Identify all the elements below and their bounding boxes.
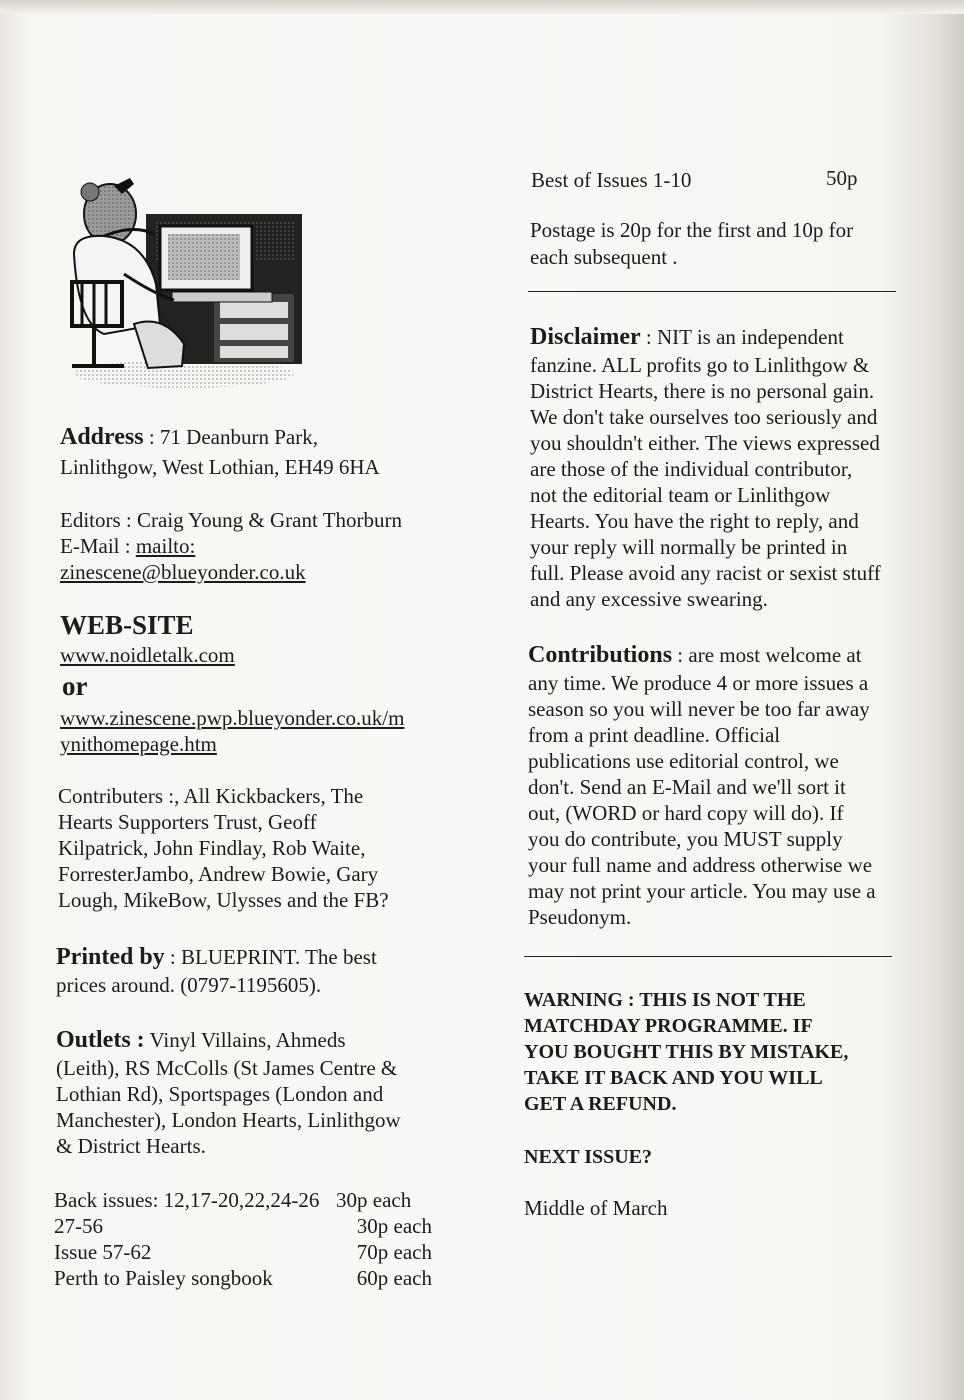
outlets-line: Manchester), London Hearts, Linlithgow [56, 1108, 401, 1132]
editors-text: Editors : Craig Young & Grant Thorburn [60, 508, 403, 532]
email-label: E-Mail : [60, 534, 136, 558]
outlets-line: (Leith), RS McColls (St James Centre & [56, 1056, 398, 1080]
website-or: or [62, 671, 88, 701]
disclaimer-line: Hearts. You have the right to reply, and [530, 509, 859, 533]
warning-line: GET A REFUND. [524, 1093, 677, 1115]
warning-line: TAKE IT BACK AND YOU WILL [524, 1067, 823, 1089]
outlets-label: Outlets : [56, 1027, 145, 1053]
disclaimer-line: District Hearts, there is no personal gain. [530, 379, 875, 403]
email-link-mailto[interactable]: mailto: [135, 534, 196, 558]
contributions-line: your full name and address otherwise we [528, 853, 873, 877]
postage-line: each subsequent . [530, 245, 678, 269]
back-issue-item: Back issues: 12,17-20,22,24-26 [54, 1188, 320, 1212]
address-line1: : 71 Deanburn Park, [143, 425, 318, 449]
disclaimer-line: full. Please avoid any racist or sexist stuff [530, 561, 881, 585]
contributers-line: ForresterJambo, Andrew Bowie, Gary [58, 862, 379, 886]
disclaimer-line: We don't take ourselves too seriously and [530, 405, 878, 429]
back-issue-item: 27-56 [54, 1214, 103, 1238]
disclaimer-block [530, 324, 844, 350]
address-label: Address [60, 424, 144, 450]
disclaimer-line: your reply will normally be printed in [530, 535, 848, 559]
contributions-line: out, (WORD or hard copy will do). If [528, 801, 844, 825]
best-of-price: 50p [826, 166, 858, 190]
website-heading: WEB-SITE [60, 610, 194, 640]
postage-line: Postage is 20p for the first and 10p for [530, 218, 854, 242]
contributions-line: from a print deadline. Official [528, 723, 781, 747]
next-issue-value: Middle of March [524, 1196, 668, 1220]
back-issue-price: 60p each [356, 1266, 432, 1290]
back-issue-item: Issue 57-62 [54, 1240, 152, 1264]
outlets-line1: Vinyl Villains, Ahmeds [144, 1028, 346, 1052]
contributions-block [528, 642, 862, 668]
disclaimer-line1: : NIT is an independent [640, 325, 844, 349]
disclaimer-line: are those of the individual contributor, [530, 457, 853, 481]
warning-line: WARNING : THIS IS NOT THE [524, 989, 806, 1011]
divider [524, 956, 892, 957]
contributions-line: publications use editorial control, we [528, 749, 839, 773]
outlets-line: & District Hearts. [56, 1134, 206, 1158]
contributions-line: don't. Send an E-Mail and we'll sort it [528, 775, 846, 799]
contributions-label: Contributions [528, 642, 673, 668]
disclaimer-line: and any excessive swearing. [530, 587, 768, 611]
address-block [60, 424, 318, 450]
page-top-edge [0, 0, 964, 14]
divider [528, 291, 896, 292]
computer-desk-illustration [64, 174, 314, 392]
contributers-line: Hearts Supporters Trust, Geoff [58, 810, 317, 834]
next-issue-heading: NEXT ISSUE? [524, 1146, 653, 1168]
website-link-2b[interactable]: ynithomepage.htm [60, 732, 217, 756]
contributions-line: any time. We produce 4 or more issues a [528, 671, 869, 695]
disclaimer-label: Disclaimer [530, 324, 641, 350]
disclaimer-line: not the editorial team or Linlithgow [530, 483, 831, 507]
best-of-item: Best of Issues 1-10 [531, 168, 692, 192]
back-issue-price: 30p each [336, 1188, 412, 1212]
contributions-line1: : are most welcome at [672, 643, 862, 667]
contributions-line: Pseudonym. [528, 905, 632, 929]
outlets-line: Lothian Rd), Sportspages (London and [56, 1082, 384, 1106]
email-row [60, 533, 195, 559]
disclaimer-line: you shouldn't either. The views expressed [530, 431, 880, 455]
printed-line1: : BLUEPRINT. The best [164, 945, 377, 969]
back-issue-price: 30p each [356, 1214, 432, 1238]
contributions-line: season so you will never be too far away [528, 697, 870, 721]
email-link-address[interactable]: zinescene@blueyonder.co.uk [60, 560, 306, 584]
contributers-line: Kilpatrick, John Findlay, Rob Waite, [58, 836, 366, 860]
disclaimer-line: fanzine. ALL profits go to Linlithgow & [530, 353, 870, 377]
website-link-1[interactable]: www.noidletalk.com [60, 643, 235, 667]
outlets-block [56, 1027, 346, 1053]
contributions-line: may not print your article. You may use a [528, 879, 876, 903]
warning-line: YOU BOUGHT THIS BY MISTAKE, [524, 1041, 849, 1063]
back-issue-price: 70p each [356, 1240, 432, 1264]
warning-line: MATCHDAY PROGRAMME. IF [524, 1015, 813, 1037]
contributers-line: Contributers :, All Kickbackers, The [58, 784, 364, 808]
printed-line2: prices around. (0797-1195605). [56, 973, 322, 997]
printed-block [56, 944, 377, 970]
contributers-line: Lough, MikeBow, Ulysses and the FB? [58, 888, 389, 912]
address-line2: Linlithgow, West Lothian, EH49 6HA [60, 455, 380, 479]
contributions-line: you do contribute, you MUST supply [528, 827, 843, 851]
website-link-2a[interactable]: www.zinescene.pwp.blueyonder.co.uk/m [60, 706, 405, 730]
printed-label: Printed by [56, 944, 165, 970]
back-issue-item: Perth to Paisley songbook [54, 1266, 273, 1290]
